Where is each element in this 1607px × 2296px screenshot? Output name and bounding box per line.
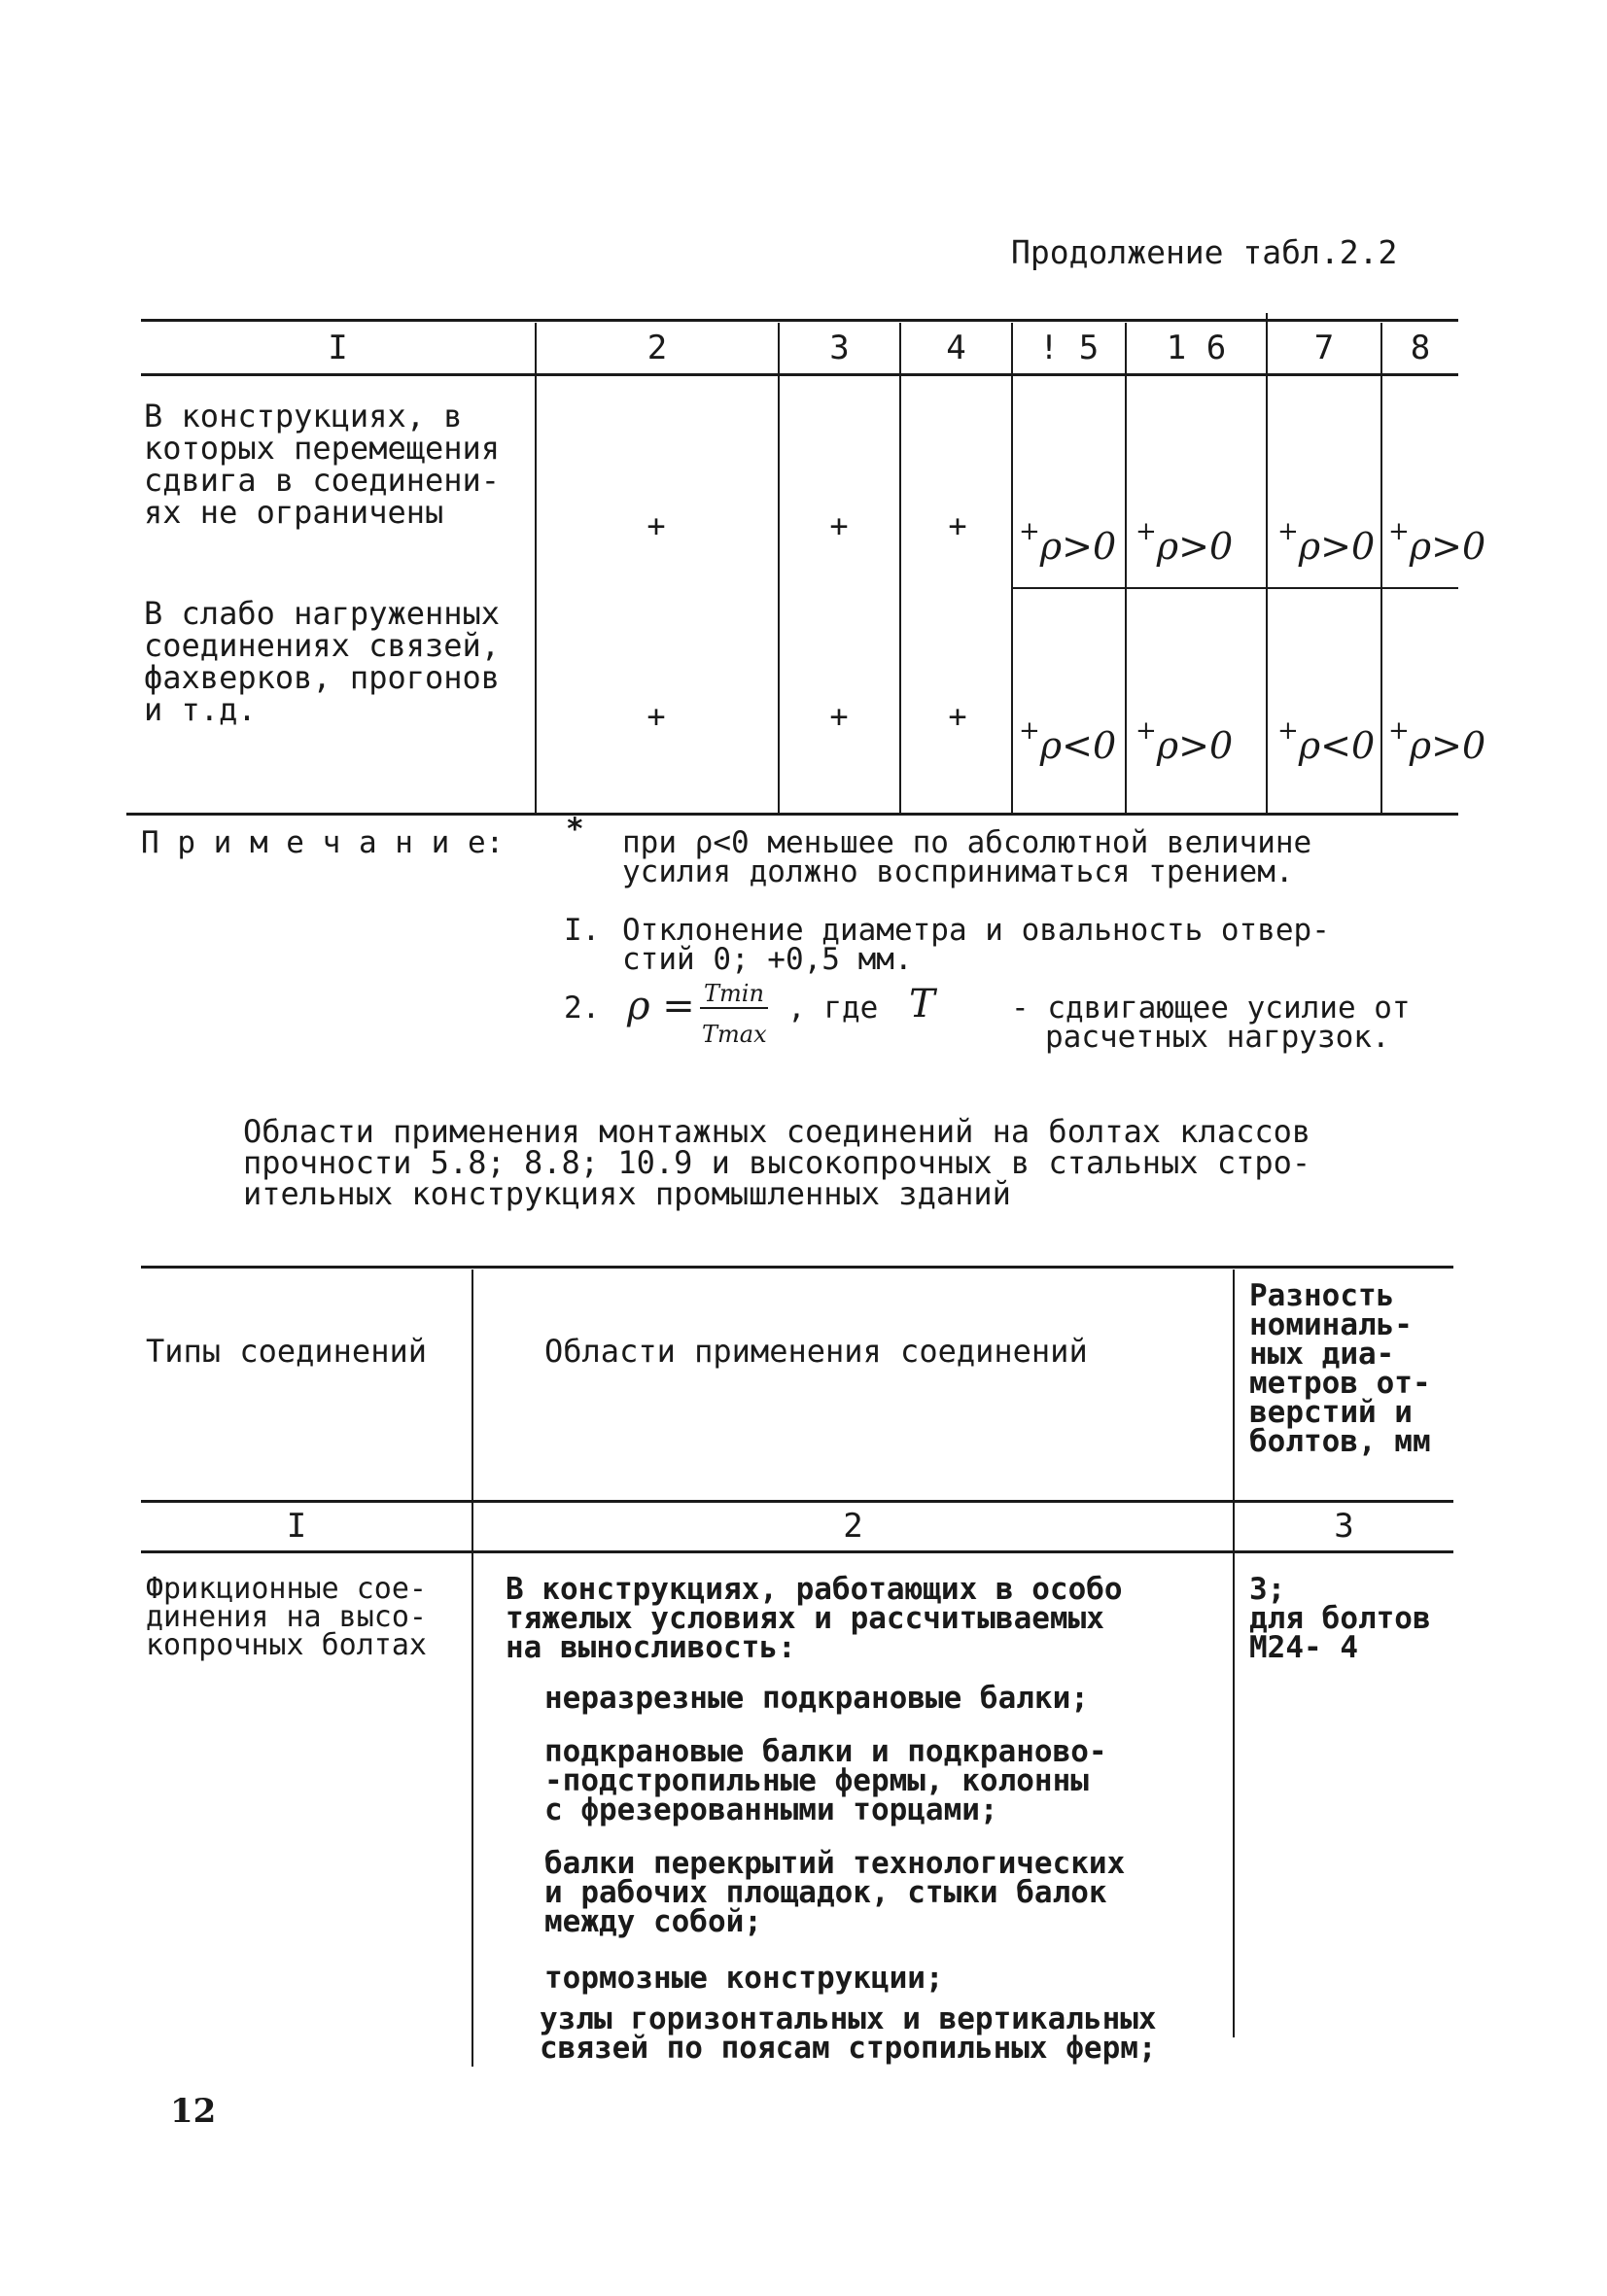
table1-row1-col6-value: ρ>0 (1156, 525, 1234, 568)
note-star-line-1: при ρ<0 меньшее по абсолютной величине (622, 825, 1312, 860)
table1-col-rule (1011, 323, 1013, 813)
table1-row2-col5 (1019, 716, 1117, 767)
table1-row1-col8-value: ρ>0 (1409, 525, 1486, 568)
table-caption: Продолжение табл.2.2 (1011, 233, 1398, 271)
note-item2-fraction-denominator: Tmax (702, 1021, 767, 1048)
table1-header-3: 3 (829, 329, 850, 367)
table1-col-rule (899, 323, 901, 813)
table2-col-rule (1233, 1270, 1235, 2037)
table2-header-rule (141, 1500, 1453, 1503)
page-number: 12 (170, 2092, 217, 2131)
note-item2-where: , где (787, 991, 879, 1026)
section-title: Области применения монтажных соединений на болтах классов прочности 5.8; 8.8; 10.9 и высокопрочных в стальных стро- ительных конструкциях промышленных зданий (243, 1113, 1311, 1212)
table1-row2-col8-value: ρ>0 (1409, 724, 1486, 767)
note-item2-rho: ρ = (627, 984, 695, 1028)
table2-row-diff: 3; для болтов М24- 4 (1249, 1572, 1431, 1665)
table1-row1-label: В конструкциях, в которых перемещения сдвига в соединени- ях не ограничены (144, 398, 501, 531)
table1-row2-col8 (1388, 716, 1486, 767)
table2-top-rule (141, 1266, 1453, 1269)
table2-number-2: 2 (843, 1507, 863, 1546)
table1-row2-col8-sup: + (1388, 716, 1410, 746)
table1-row2-label: В слабо нагруженных соединениях связей, фахверков, прогонов и т.д. (144, 595, 501, 728)
note-item1-number: I. (564, 913, 601, 948)
table1-row2-col5-value: ρ<0 (1039, 724, 1117, 767)
table2-header-areas: Области применения соединений (544, 1333, 1088, 1370)
table1-row2-col6 (1135, 716, 1234, 767)
table2-row-item-5: узлы горизонтальных и вертикальных связей по поясам стропильных ферм; (540, 2001, 1157, 2066)
table1-header-8: 8 (1410, 329, 1431, 367)
note-item2-line-2: расчетных нагрузок. (1045, 1020, 1390, 1055)
table1-header-7: 7 (1313, 329, 1335, 367)
table1-row2-col6-value: ρ>0 (1156, 724, 1234, 767)
table1-row1-col7-value: ρ>0 (1298, 525, 1376, 568)
table1-row1-col6-sup: + (1135, 517, 1157, 546)
table1-row2-col7-sup: + (1277, 716, 1299, 746)
table1-col-rule (1266, 313, 1268, 813)
table1-row1-col2: + (646, 507, 666, 544)
table1-row2-col4: + (948, 698, 967, 735)
table2-row-type: Фрикционные сое- динения на высо- копрочных болтах (146, 1572, 427, 1662)
table1-col-rule (778, 323, 780, 813)
table2-header-diff: Разность номиналь- ных диа- метров от- верстий и болтов, мм (1249, 1278, 1431, 1459)
table1-header-2: 2 (646, 329, 668, 367)
note-item2-T: T (909, 982, 935, 1026)
table1-row2-col7 (1277, 716, 1376, 767)
table1-row1-col8-sup: + (1388, 517, 1410, 546)
note-item1-line-1: Отклонение диаметра и овальность отвер- (622, 913, 1330, 948)
note-star-line-2: усилия должно восприниматься трением. (622, 854, 1294, 889)
table1-col-rule (1380, 323, 1382, 813)
note-item2-line-1: - сдвигающее усилие от (1011, 991, 1411, 1026)
table1-row2-col3: + (829, 698, 849, 735)
table1-row-rule (1011, 587, 1458, 589)
table1-row1-col6 (1135, 517, 1234, 568)
table2-row-item-4: тормозные конструкции; (544, 1961, 944, 1996)
table2-row-item-3: балки перекрытий технологических и рабочих площадок, стыки балок между собой; (544, 1846, 1126, 1939)
table1-row1-col7 (1277, 517, 1376, 568)
table1-header-5: ! 5 (1038, 329, 1100, 367)
note-item2-fraction-numerator: Tmin (700, 980, 768, 1009)
table1-col-rule (535, 323, 537, 813)
table1-row1-col8 (1388, 517, 1486, 568)
note-item2-number: 2. (564, 991, 601, 1026)
note-star: * (566, 812, 584, 847)
table2-row-intro: В конструкциях, работающих в особо тяжелых условиях и рассчитываемых на выносливость: (506, 1572, 1123, 1665)
table1-header-1: I (328, 329, 348, 367)
table1-header-rule (141, 373, 1458, 376)
table2-number-3: 3 (1334, 1507, 1354, 1546)
table1-row1-col4: + (948, 507, 967, 544)
table2-numbers-rule (141, 1550, 1453, 1553)
table2-col-rule (472, 1270, 473, 2067)
table2-row-item-1: неразрезные подкрановые балки; (544, 1681, 1089, 1716)
table1-header-4: 4 (946, 329, 966, 367)
table1-row1-col7-sup: + (1277, 517, 1299, 546)
table1-row2-col6-sup: + (1135, 716, 1157, 746)
table1-top-rule (141, 319, 1458, 322)
table1-row1-col5-sup: + (1019, 517, 1040, 546)
table1-header-6: 1 6 (1166, 329, 1227, 367)
table1-row1-col5-value: ρ>0 (1039, 525, 1117, 568)
table2-row-item-2: подкрановые балки и подкраново- -подстропильные фермы, колонны с фрезерованными торцами; (544, 1734, 1107, 1827)
table1-bottom-rule (126, 813, 1458, 816)
table1-col-rule (1125, 323, 1127, 813)
table1-row2-col2: + (646, 698, 666, 735)
table2-header-types: Типы соединений (146, 1333, 427, 1370)
table1-row1-col5 (1019, 517, 1117, 568)
table1-row2-col7-value: ρ<0 (1298, 724, 1376, 767)
note-item1-line-2: стий 0; +0,5 мм. (622, 942, 913, 977)
table1-row1-col3: + (829, 507, 849, 544)
table2-number-1: I (286, 1507, 307, 1546)
table1-row2-col5-sup: + (1019, 716, 1040, 746)
note-label: П р и м е ч а н и е: (141, 825, 505, 860)
